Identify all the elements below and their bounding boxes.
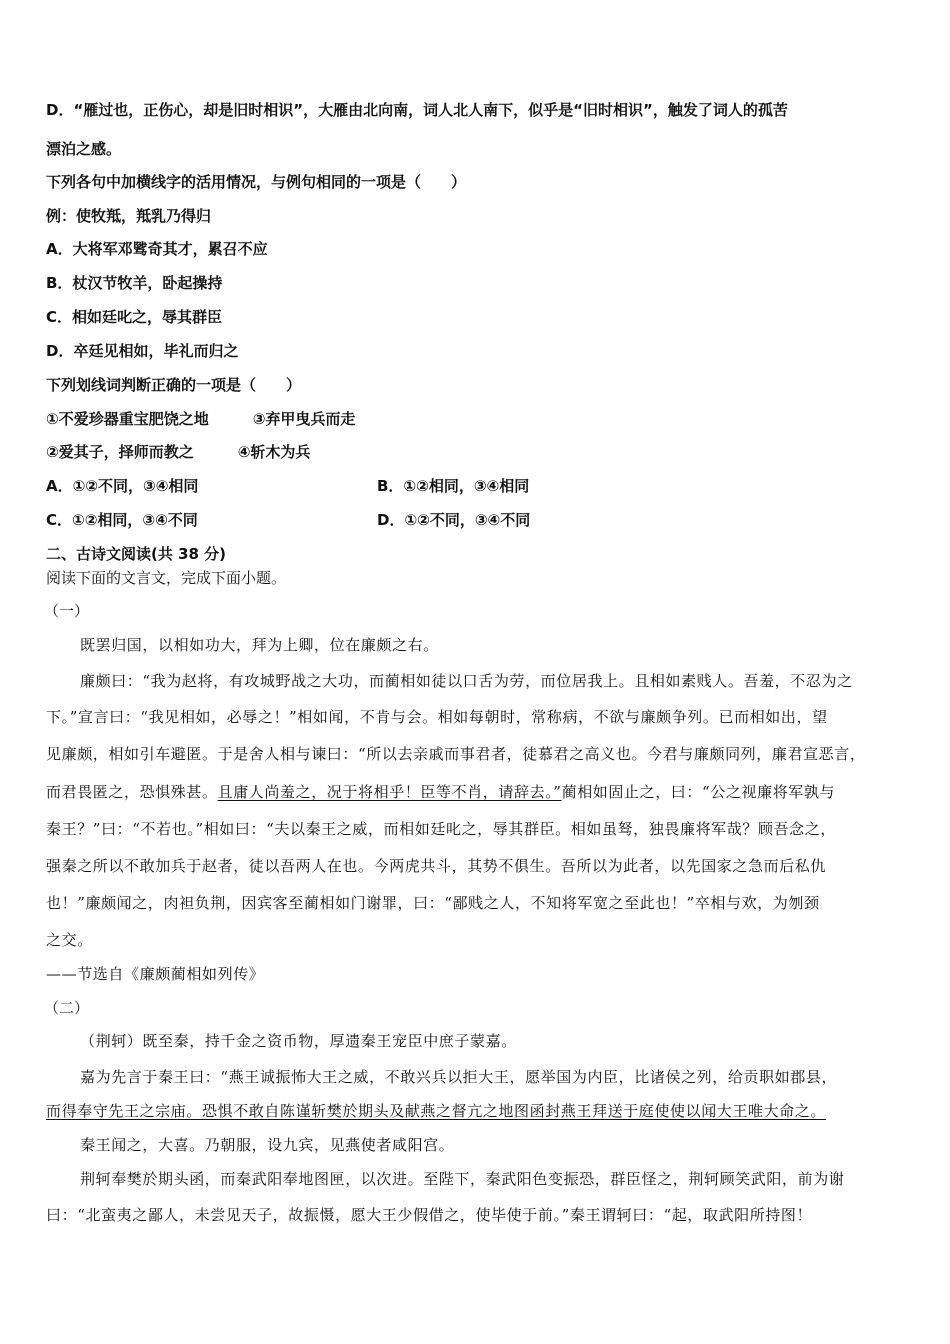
item-4: ④斩木为兵 [237, 443, 311, 461]
part-label: （二） [44, 999, 90, 1017]
passage-line [46, 783, 904, 803]
underlined-sentence: 而得奉守先王之宗庙。恐惧不敢自陈谨斩樊於期头及献燕之督亢之地图函封燕王拜送于庭使使以闻大王唯大命之。 [46, 1102, 827, 1120]
option-a: A．①②不同，③④相同 [46, 477, 199, 495]
passage-line: 秦王闻之，大喜。乃朝服，设九宾，见燕使者咸阳宫。 [80, 1136, 455, 1154]
passage-line: 之交。 [46, 931, 93, 949]
passage-line: 下。”宣言曰：“我见相如，必辱之！”相如闻，不肯与会。相如每朝时，常称病，不欲与廉颇争列。已而相如出，望 [46, 708, 828, 726]
item-1: ①不爱珍器重宝肥饶之地 [46, 410, 209, 428]
option-b: B．杖汉节牧羊，卧起操持 [46, 274, 223, 292]
underlined-sentence: 且庸人尚羞之，况于将相乎！臣等不肖，请辞去。” [217, 783, 562, 801]
option-d: D．卒廷见相如，毕礼而归之 [46, 342, 239, 360]
option-b: B．①②相同，③④相同 [377, 477, 530, 495]
section-heading: 二、古诗文阅读(共 38 分) [46, 545, 227, 563]
passage-source: ——节选自《廉颇蔺相如列传》 [46, 965, 265, 983]
passage-line: 荆轲奉樊於期头函，而秦武阳奉地图匣，以次进。至陛下，秦武阳色变振恐，群臣怪之，荆轲顾笑武阳，前为谢 [80, 1170, 845, 1188]
passage-line: （荆轲）既至秦，持千金之资币物，厚遗秦王宠臣中庶子蒙嘉。 [80, 1032, 517, 1050]
question-stem: 下列划线词判断正确的一项是（ ） [46, 376, 302, 394]
question-items-row [46, 443, 904, 463]
question-items-row [46, 410, 904, 430]
prev-option-d-line1: D．“雁过也，正伤心，却是旧时相识”，大雁由北向南，词人北人南下，似乎是“旧时相识”，触发了词人的孤苦 [46, 101, 788, 119]
part-label: （一） [44, 602, 90, 620]
passage-line: 嘉为先言于秦王曰：“燕王诚振怖大王之威，不敢兴兵以拒大王，愿举国为内臣，比诸侯之列，给贡职如郡县， [80, 1068, 838, 1086]
passage-text: 而君畏匿之，恐惧殊甚。 [46, 783, 218, 801]
question-stem: 下列各句中加横线字的活用情况，与例句相同的一项是（ ） [46, 173, 467, 191]
option-c: C．相如廷叱之，辱其群臣 [46, 308, 223, 326]
passage-line: 既罢归国，以相如功大，拜为上卿，位在廉颇之右。 [80, 636, 439, 654]
passage-line: 强秦之所以不敢加兵于赵者，徒以吾两人在也。今两虎共斗，其势不俱生。吾所以为此者，以先国家之急而后私仇 [46, 857, 827, 875]
item-2: ②爱其子，择师而教之 [46, 443, 194, 461]
passage-line [46, 1102, 904, 1122]
section-instruction: 阅读下面的文言文，完成下面小题。 [46, 569, 287, 587]
passage-line: 廉颇曰：“我为赵将，有攻城野战之大功，而蔺相如徒以口舌为劳，而位居我上。且相如素贱人。吾羞，不忍为之 [80, 672, 853, 690]
passage-text: 蔺相如固止之，曰：“公之视廉将军孰与 [561, 783, 836, 801]
passage-line: 见廉颇，相如引车避匿。于是舍人相与谏曰：“所以去亲戚而事君者，徒慕君之高义也。今君与廉颇同列，廉君宣恶言， [46, 745, 866, 763]
passage-line: 也！”廉颇闻之，肉袒负荆，因宾客至蔺相如门谢罪，曰：“鄙贱之人，不知将军宽之至此也！”卒相与欢，为刎颈 [46, 894, 820, 912]
passage-line: 曰：“北蛮夷之鄙人，未尝见天子，故振慑，愿大王少假借之，使毕使于前。”秦王谓轲曰：“起，取武阳所持图！ [46, 1206, 813, 1224]
option-a: A．大将军邓骘奇其才，累召不应 [46, 240, 268, 258]
question-example: 例：使牧羝，羝乳乃得归 [46, 207, 212, 225]
option-d: D．①②不同，③④不同 [377, 511, 531, 529]
prev-option-d-line2: 漂泊之感。 [46, 140, 122, 158]
item-3: ③弃甲曳兵而走 [252, 410, 356, 428]
passage-line: 秦王？”曰：“不若也。”相如曰：“夫以秦王之威，而相如廷叱之，辱其群臣。相如虽驽，独畏廉将军哉？顾吾念之， [46, 820, 836, 838]
option-c: C．①②相同，③④不同 [46, 511, 198, 529]
